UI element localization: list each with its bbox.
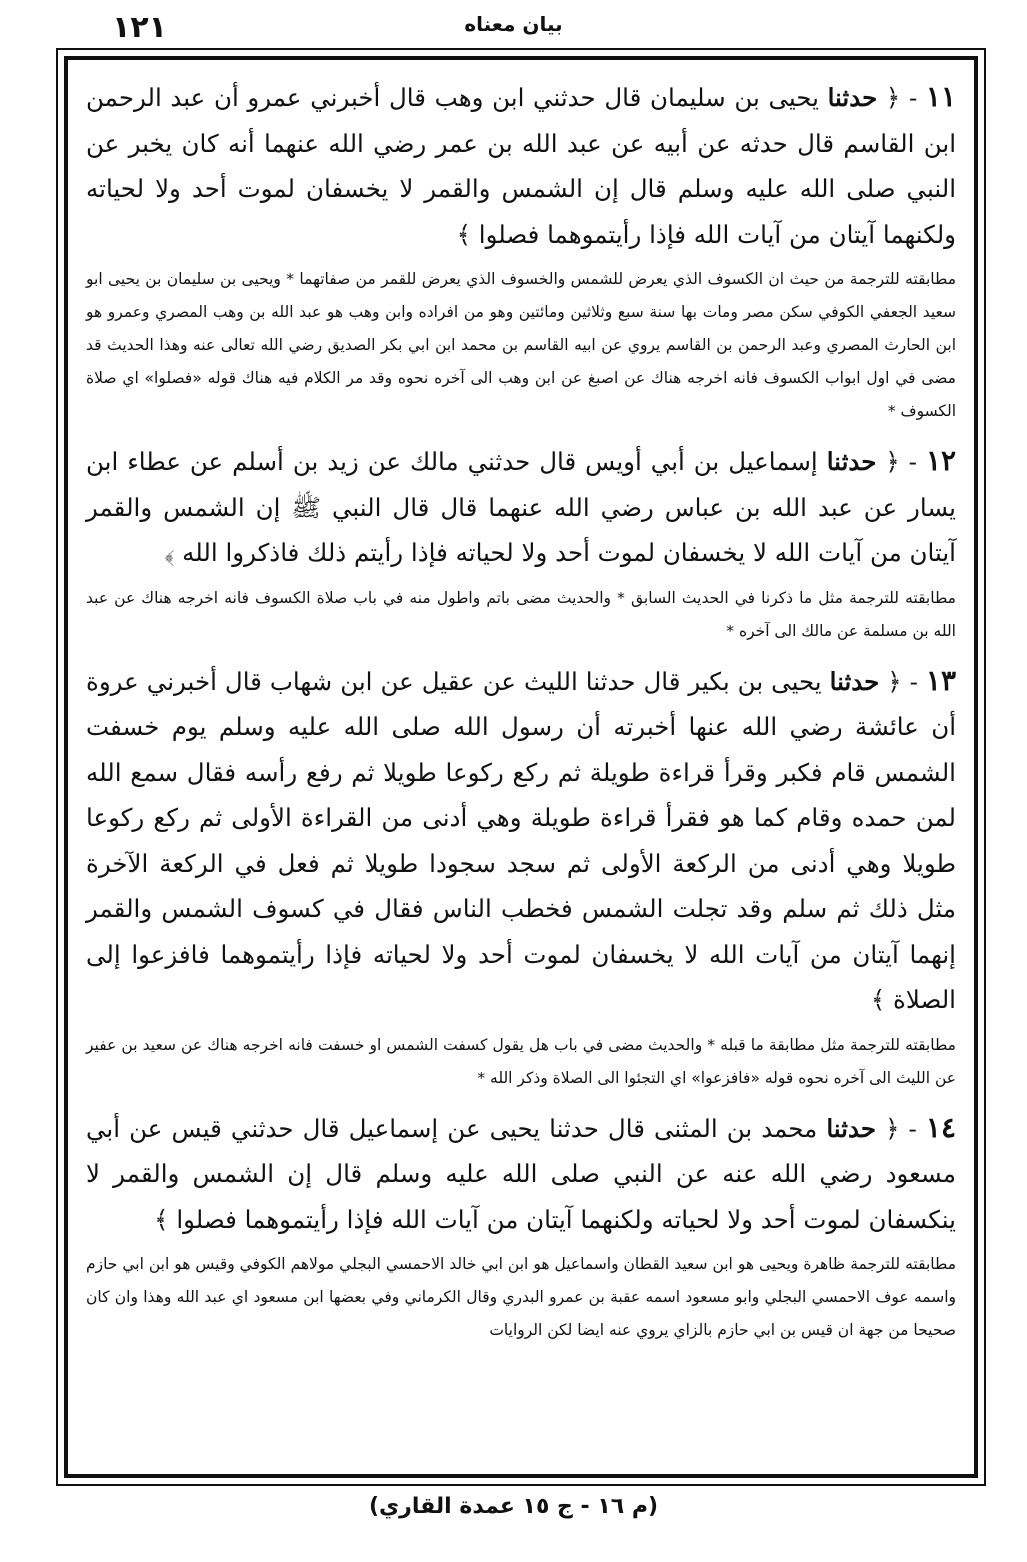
hadith-number: ١٣ xyxy=(925,663,956,697)
hadith-label: حدثنا xyxy=(827,83,878,112)
hadith-label: حدثنا xyxy=(826,447,877,476)
commentary-block: مطابقته للترجمة مثل ما ذكرنا في الحديث السابق * والحديث مضى باتم واطول منه في باب صلاة الكسوف فانه اخرجه هناك عن عبد الله بن مسلمة عن مالك الى آخره * xyxy=(86,588,956,640)
page-frame xyxy=(56,48,986,1486)
hadith-number: ١٢ xyxy=(925,444,957,477)
hadith-text: إسماعيل بن أبي أويس قال حدثني مالك عن زيد بن أسلم عن عطاء ابن يسار عن عبد الله بن عباس رضي الله عنهما قال قال النبي ﷺ إن الشمس والقمر آيتان من آيات الله لا يخسفان لموت أحد ولا لحياته فإذا رأيتم ذلك فاذكروا الله ﴾ xyxy=(86,447,956,567)
hadith-label: حدثنا xyxy=(826,1113,877,1143)
hadith-text: يحيى بن سليمان قال حدثني ابن وهب قال أخبرني عمرو أن عبد الرحمن ابن القاسم قال حدثه عن أبيه عن عبد الله بن عمر رضي الله عنهما أنه كان يخبر عن النبي صلى الله عليه وسلم قال إن الشمس والقمر لا يخسفان لموت أحد ولا لحياته ولكنهما آيتان من آيات الله فإذا رأيتموهما فصلوا ﴾ xyxy=(86,83,956,249)
page-body xyxy=(64,56,978,1478)
footer-signature: (م ١٦ - ج ١٥ عمدة القاري) xyxy=(368,1494,659,1519)
commentary-block: مطابقته للترجمة مثل مطابقة ما قبله * والحديث مضى في باب هل يقول كسفت الشمس او خسفت فانه اخرجه هناك عن سعيد بن عفير عن الليث الى آخره نحوه قوله «فافزعوا» اي التجئوا الى الصلاة وذكر الله * xyxy=(86,1035,956,1087)
hadith-number: ١١ xyxy=(925,80,956,113)
hadith-label: حدثنا xyxy=(829,666,880,696)
hadith-text: محمد بن المثنى قال حدثنا يحيى عن إسماعيل قال حدثني قيس عن أبي مسعود رضي الله عنه عن النبي صلى الله عليه وسلم قال إن الشمس والقمر لا ينكسفان لموت أحد ولا لحياته ولكنهما آيتان من آيات الله فإذا رأيتموهما فصلوا ﴾ xyxy=(86,1113,956,1234)
running-title: بيان معناه xyxy=(464,12,563,36)
hadith-block xyxy=(86,74,956,257)
hadith-number: ١٤ xyxy=(925,1110,956,1144)
commentary-block: مطابقته للترجمة من حيث ان الكسوف الذي يعرض للشمس والخسوف الذي يعرض للقمر من صفاتهما * ويحيى بن سليمان بن يحيى ابو سعيد الجعفي الكوفي سكن مصر ومات بها سنة سبع وثلاثين ومائتين وهو من افراده وابن وهب هو عبد الله بن وهب المصري وعمرو هو ابن الحارث المصري وعبد الرحمن بن القاسم يروي عن ابيه القاسم بن محمد ابن ابي بكر الصديق رضي الله تعالى عنه وهذا الحديث قد مضى في اول ابواب الكسوف فانه اخرجه هناك عن اصبغ عن ابن وهب الى آخره نحوه وقد مر الكلام فيه هناك قوله «فصلوا» اي صلاة الكسوف * xyxy=(86,270,956,420)
hadith-block xyxy=(86,1105,956,1243)
hadith-block xyxy=(86,658,956,1023)
hadith-block xyxy=(86,438,956,576)
hadith-dash: - ﴿ xyxy=(876,1113,917,1143)
hadith-dash: - ﴿ xyxy=(877,83,918,112)
hadith-text: يحيى بن بكير قال حدثنا الليث عن عقيل عن ابن شهاب قال أخبرني عروة أن عائشة رضي الله عنها أخبرته أن رسول الله صلى الله عليه وسلم يوم خسفت الشمس قام فكبر وقرأ قراءة طويلة ثم ركع ركوعا طويلا ثم رفع رأسه فقال سمع الله لمن حمده وقام كما هو فقرأ قراءة طويلة وهي أدنى من القراءة الأولى ثم ركع ركوعا طويلا وهي أدنى من الركعة الأولى ثم سجد سجودا طويلا ثم فعل في الركعة الآخرة مثل ذلك ثم سلم وقد تجلت الشمس فخطب الناس فقال في كسوف الشمس والقمر إنهما آيتان من آيات الله لا يخسفان لموت أحد ولا لحياته فإذا رأيتموهما فافزعوا إلى الصلاة ﴾ xyxy=(86,666,956,1014)
commentary-block: مطابقته للترجمة ظاهرة ويحيى هو ابن سعيد القطان واسماعيل هو ابن ابي خالد الاحمسي البجلي مولاهم الكوفي وقيس هو ابن ابي حازم واسمه عوف الاحمسي البجلي وابو مسعود اسمه عقبة بن عمرو البدري وقال الكرماني وفي بعضها ابن مسعود اي عبد الله وهذا وان كان صحيحا من جهة ان قيس بن ابي حازم بالزاي يروي عنه ايضا لكن الروايات xyxy=(86,1255,956,1339)
hadith-dash: - ﴿ xyxy=(876,447,917,476)
hadith-dash: - ﴿ xyxy=(879,666,918,696)
page-number: ١٢١ xyxy=(112,10,167,45)
